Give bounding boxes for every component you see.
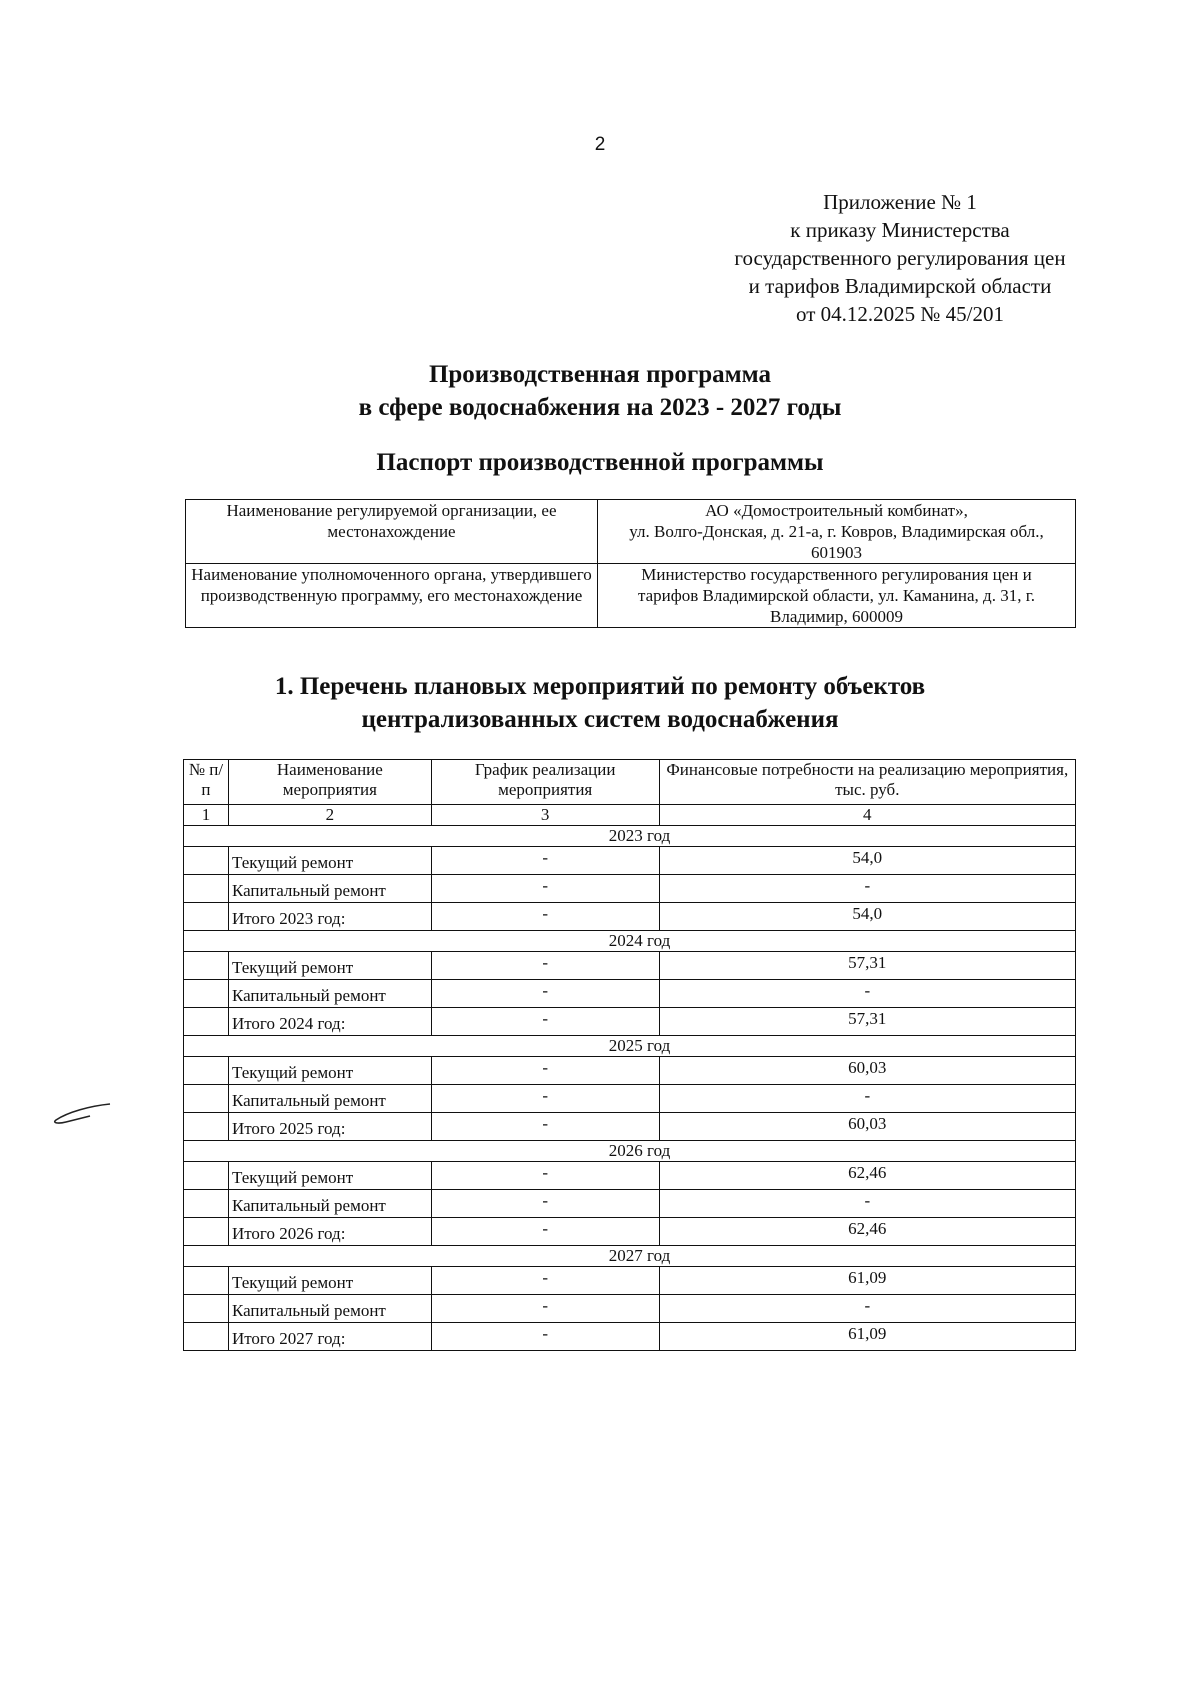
passport-value (598, 500, 1076, 564)
table-row (184, 1190, 1076, 1218)
row-schedule: - (431, 1057, 659, 1085)
year-label-text: 2027 год (608, 1246, 671, 1265)
passport-value-line: 601903 (811, 543, 862, 562)
table-row (184, 903, 1076, 931)
row-name: Итого 2023 год: (228, 903, 431, 931)
row-number (184, 1190, 229, 1218)
row-amount: - (659, 1085, 1075, 1113)
header-cell-name: Наименование мероприятия (228, 760, 431, 805)
row-amount: - (659, 1295, 1075, 1323)
row-name: Капитальный ремонт (228, 1190, 431, 1218)
row-schedule: - (431, 1113, 659, 1141)
row-schedule: - (431, 847, 659, 875)
row-name: Капитальный ремонт (228, 1295, 431, 1323)
row-number (184, 1113, 229, 1141)
year-label (184, 1036, 1076, 1057)
year-row (184, 1036, 1076, 1057)
row-amount: - (659, 1190, 1075, 1218)
row-number (184, 903, 229, 931)
row-name: Текущий ремонт (228, 952, 431, 980)
passport-value-line: ул. Волго-Донская, д. 21-а, г. Ковров, Владимирская обл., (629, 522, 1044, 541)
table-row (184, 980, 1076, 1008)
row-name: Итого 2026 год: (228, 1218, 431, 1246)
passport-title (0, 446, 1200, 479)
table-row (184, 875, 1076, 903)
row-amount: - (659, 875, 1075, 903)
row-schedule: - (431, 1085, 659, 1113)
document-title-line: Производственная программа (428, 361, 772, 388)
row-name: Итого 2025 год: (228, 1113, 431, 1141)
plan-header-row (184, 760, 1076, 805)
row-schedule: - (431, 1008, 659, 1036)
header-cell-finance: Финансовые потребности на реализацию мероприятия, тыс. руб. (659, 760, 1075, 805)
passport-value (598, 564, 1076, 628)
row-number (184, 1323, 229, 1351)
year-label-text: 2023 год (608, 826, 671, 845)
year-label-text: 2026 год (608, 1141, 671, 1160)
row-schedule: - (431, 875, 659, 903)
pen-mark-icon (50, 1098, 120, 1134)
row-name: Итого 2024 год: (228, 1008, 431, 1036)
plan-table (183, 759, 1076, 1351)
row-name: Капитальный ремонт (228, 1085, 431, 1113)
section-1-title-line: 1. Перечень плановых мероприятий по ремонту объектов (274, 673, 926, 700)
column-number: 2 (228, 805, 431, 826)
row-number (184, 847, 229, 875)
table-row (184, 1267, 1076, 1295)
year-row (184, 826, 1076, 847)
row-number (184, 875, 229, 903)
row-number (184, 1295, 229, 1323)
table-row (184, 1113, 1076, 1141)
table-row (184, 1008, 1076, 1036)
passport-value-line: АО «Домостроительный комбинат», (705, 501, 968, 520)
passport-table (185, 499, 1076, 628)
year-label (184, 1246, 1076, 1267)
passport-label: Наименование регулируемой организации, ее местонахождение (186, 500, 598, 564)
passport-row (186, 500, 1076, 564)
row-amount: - (659, 980, 1075, 1008)
row-number (184, 1085, 229, 1113)
year-row (184, 931, 1076, 952)
table-row (184, 847, 1076, 875)
header-cell-number: № п/п (184, 760, 229, 805)
row-number (184, 1162, 229, 1190)
table-row (184, 1323, 1076, 1351)
row-number (184, 980, 229, 1008)
row-schedule: - (431, 1218, 659, 1246)
row-name: Текущий ремонт (228, 1162, 431, 1190)
page-number: 2 (594, 134, 606, 155)
appendix-line: государственного регулирования цен (734, 246, 1066, 270)
row-amount: 60,03 (659, 1057, 1075, 1085)
row-schedule: - (431, 1162, 659, 1190)
row-amount: 54,0 (659, 903, 1075, 931)
row-schedule: - (431, 1267, 659, 1295)
row-amount: 62,46 (659, 1162, 1075, 1190)
row-name: Капитальный ремонт (228, 980, 431, 1008)
row-amount: 57,31 (659, 1008, 1075, 1036)
appendix-line: и тарифов Владимирской области (748, 274, 1052, 298)
section-1-title-line: централизованных систем водоснабжения (361, 706, 839, 733)
year-row (184, 1141, 1076, 1162)
row-schedule: - (431, 980, 659, 1008)
column-number: 1 (184, 805, 229, 826)
passport-title-text: Паспорт производственной программы (376, 449, 824, 476)
document-title (0, 358, 1200, 424)
row-schedule: - (431, 1190, 659, 1218)
row-name: Итого 2027 год: (228, 1323, 431, 1351)
year-row (184, 1246, 1076, 1267)
table-row (184, 1057, 1076, 1085)
row-schedule: - (431, 1323, 659, 1351)
passport-label: Наименование уполномоченного органа, утвердившего производственную программу, его местонахождение (186, 564, 598, 628)
row-amount: 54,0 (659, 847, 1075, 875)
year-label (184, 1141, 1076, 1162)
table-row (184, 1295, 1076, 1323)
row-schedule: - (431, 1295, 659, 1323)
passport-value-line: Владимир, 600009 (770, 607, 903, 626)
row-name: Текущий ремонт (228, 847, 431, 875)
table-row (184, 1162, 1076, 1190)
passport-value-line: Министерство государственного регулирования цен и (641, 565, 1032, 584)
row-number (184, 1008, 229, 1036)
row-number (184, 1267, 229, 1295)
row-name: Капитальный ремонт (228, 875, 431, 903)
row-number (184, 952, 229, 980)
document-title-line: в сфере водоснабжения на 2023 - 2027 годы (358, 394, 842, 421)
appendix-line: Приложение № 1 (823, 190, 977, 214)
table-row (184, 1085, 1076, 1113)
row-amount: 61,09 (659, 1267, 1075, 1295)
table-row (184, 952, 1076, 980)
appendix-line: к приказу Министерства (790, 218, 1010, 242)
row-number (184, 1057, 229, 1085)
row-schedule: - (431, 952, 659, 980)
row-amount: 61,09 (659, 1323, 1075, 1351)
row-name: Текущий ремонт (228, 1057, 431, 1085)
year-label (184, 931, 1076, 952)
appendix-line: от 04.12.2025 № 45/201 (795, 302, 1005, 326)
row-name: Текущий ремонт (228, 1267, 431, 1295)
appendix-block (700, 188, 1100, 328)
section-1-title (0, 670, 1200, 736)
passport-row (186, 564, 1076, 628)
row-amount: 57,31 (659, 952, 1075, 980)
row-amount: 62,46 (659, 1218, 1075, 1246)
passport-value-line: тарифов Владимирской области, ул. Каманина, д. 31, г. (637, 586, 1036, 605)
row-number (184, 1218, 229, 1246)
column-number: 4 (659, 805, 1075, 826)
table-row (184, 1218, 1076, 1246)
year-label-text: 2024 год (608, 931, 671, 950)
row-schedule: - (431, 903, 659, 931)
year-label (184, 826, 1076, 847)
year-label-text: 2025 год (608, 1036, 671, 1055)
plan-column-number-row (184, 805, 1076, 826)
row-amount: 60,03 (659, 1113, 1075, 1141)
header-cell-schedule: График реализации мероприятия (431, 760, 659, 805)
column-number: 3 (431, 805, 659, 826)
